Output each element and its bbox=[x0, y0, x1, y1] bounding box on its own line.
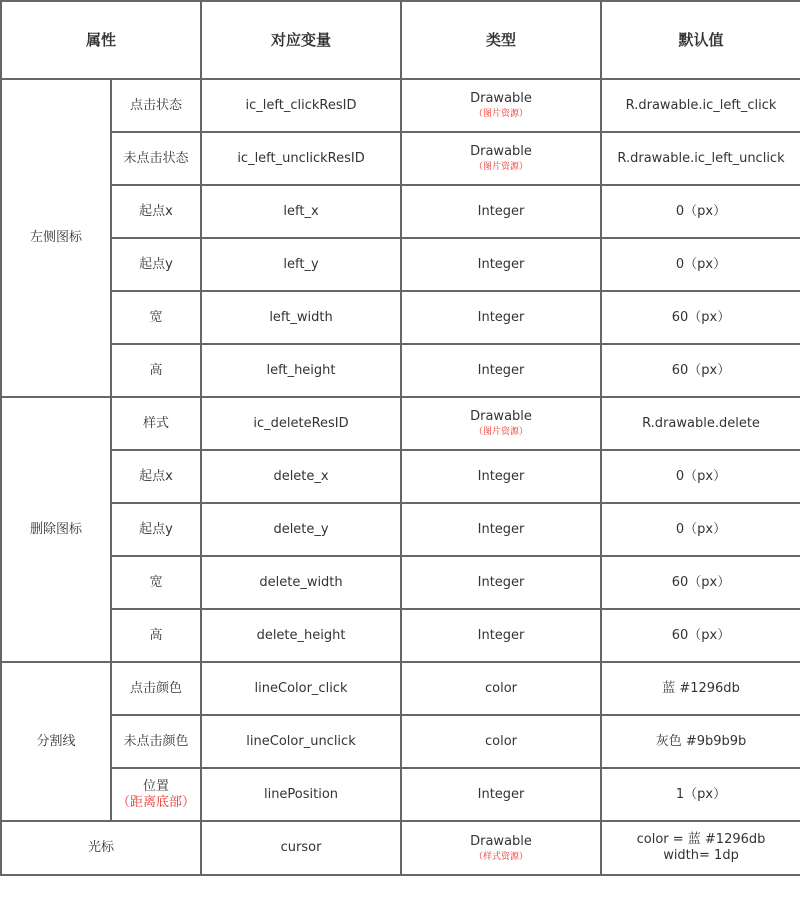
table-row bbox=[1, 768, 800, 821]
sub-attribute: 点击状态 bbox=[111, 79, 201, 132]
type-cell: Integer bbox=[401, 291, 601, 344]
variable-cell: cursor bbox=[201, 821, 401, 875]
type-cell: color bbox=[401, 662, 601, 715]
sub-attribute: 宽 bbox=[111, 556, 201, 609]
default-cell: R.drawable.ic_left_unclick bbox=[601, 132, 800, 185]
table-row bbox=[1, 344, 800, 397]
type-label: Drawable bbox=[470, 833, 532, 849]
default-cell: R.drawable.ic_left_click bbox=[601, 79, 800, 132]
variable-cell: delete_x bbox=[201, 450, 401, 503]
type-cell: color bbox=[401, 715, 601, 768]
table-row bbox=[1, 715, 800, 768]
table-row bbox=[1, 185, 800, 238]
group-cursor: 光标 bbox=[1, 821, 201, 875]
type-cell: Integer bbox=[401, 556, 601, 609]
variable-cell: delete_height bbox=[201, 609, 401, 662]
table-row bbox=[1, 238, 800, 291]
type-label: Drawable bbox=[470, 144, 532, 159]
sub-attribute: 高 bbox=[111, 609, 201, 662]
type-cell: Integer bbox=[401, 238, 601, 291]
header-default: 默认值 bbox=[601, 1, 800, 79]
sub-attribute-note: （距离底部） bbox=[117, 794, 196, 810]
type-cell: Integer bbox=[401, 503, 601, 556]
table-row bbox=[1, 821, 800, 875]
type-cell: Integer bbox=[401, 768, 601, 821]
table-row bbox=[1, 291, 800, 344]
variable-cell: lineColor_unclick bbox=[201, 715, 401, 768]
variable-cell: lineColor_click bbox=[201, 662, 401, 715]
variable-cell: left_y bbox=[201, 238, 401, 291]
group-left-icon: 左侧图标 bbox=[1, 79, 111, 397]
default-cell: 0（px） bbox=[601, 503, 800, 556]
sub-attribute: 未点击颜色 bbox=[111, 715, 201, 768]
type-label: Drawable bbox=[470, 91, 532, 106]
variable-cell: ic_left_clickResID bbox=[201, 79, 401, 132]
group-divider: 分割线 bbox=[1, 662, 111, 821]
variable-cell: linePosition bbox=[201, 768, 401, 821]
sub-attribute: 点击颜色 bbox=[111, 662, 201, 715]
type-cell: Integer bbox=[401, 344, 601, 397]
variable-cell: left_x bbox=[201, 185, 401, 238]
sub-attribute: 未点击状态 bbox=[111, 132, 201, 185]
type-label: Drawable bbox=[470, 409, 532, 424]
sub-attribute: 宽 bbox=[111, 291, 201, 344]
table-row bbox=[1, 503, 800, 556]
default-cell: 0（px） bbox=[601, 238, 800, 291]
sub-attribute: 起点x bbox=[111, 185, 201, 238]
type-cell bbox=[401, 821, 601, 875]
default-cell: 60（px） bbox=[601, 556, 800, 609]
table-row bbox=[1, 79, 800, 132]
variable-cell: delete_y bbox=[201, 503, 401, 556]
sub-attribute-label: 位置 bbox=[143, 778, 170, 794]
default-cell: R.drawable.delete bbox=[601, 397, 800, 450]
table-row bbox=[1, 397, 800, 450]
sub-attribute bbox=[111, 768, 201, 821]
default-cell: 蓝 #1296db bbox=[601, 662, 800, 715]
type-note: （图片资源） bbox=[474, 109, 529, 119]
type-cell bbox=[401, 79, 601, 132]
default-cell: 0（px） bbox=[601, 450, 800, 503]
table-header-row bbox=[1, 1, 800, 79]
sub-attribute: 起点y bbox=[111, 503, 201, 556]
table-row bbox=[1, 450, 800, 503]
default-cell: 60（px） bbox=[601, 609, 800, 662]
sub-attribute: 起点y bbox=[111, 238, 201, 291]
variable-cell: ic_deleteResID bbox=[201, 397, 401, 450]
default-cell: 60（px） bbox=[601, 291, 800, 344]
default-cell: 灰色 #9b9b9b bbox=[601, 715, 800, 768]
sub-attribute: 高 bbox=[111, 344, 201, 397]
variable-cell: delete_width bbox=[201, 556, 401, 609]
type-cell: Integer bbox=[401, 450, 601, 503]
variable-cell: ic_left_unclickResID bbox=[201, 132, 401, 185]
sub-attribute: 样式 bbox=[111, 397, 201, 450]
type-note: （图片资源） bbox=[474, 162, 529, 172]
type-cell bbox=[401, 397, 601, 450]
default-cell: 1（px） bbox=[601, 768, 800, 821]
type-note: （样式资源） bbox=[474, 851, 529, 862]
default-line: color = 蓝 #1296db bbox=[636, 832, 766, 847]
type-cell: Integer bbox=[401, 185, 601, 238]
group-delete-icon: 删除图标 bbox=[1, 397, 111, 662]
variable-cell: left_height bbox=[201, 344, 401, 397]
header-attribute: 属性 bbox=[1, 1, 201, 79]
default-cell bbox=[601, 821, 800, 875]
table-row bbox=[1, 662, 800, 715]
table-row bbox=[1, 132, 800, 185]
type-note: （图片资源） bbox=[474, 427, 529, 437]
sub-attribute: 起点x bbox=[111, 450, 201, 503]
header-type: 类型 bbox=[401, 1, 601, 79]
header-variable: 对应变量 bbox=[201, 1, 401, 79]
table-row bbox=[1, 556, 800, 609]
variable-cell: left_width bbox=[201, 291, 401, 344]
type-cell: Integer bbox=[401, 609, 601, 662]
default-cell: 0（px） bbox=[601, 185, 800, 238]
default-cell: 60（px） bbox=[601, 344, 800, 397]
default-line: width= 1dp bbox=[663, 848, 739, 863]
table-row bbox=[1, 609, 800, 662]
type-cell bbox=[401, 132, 601, 185]
